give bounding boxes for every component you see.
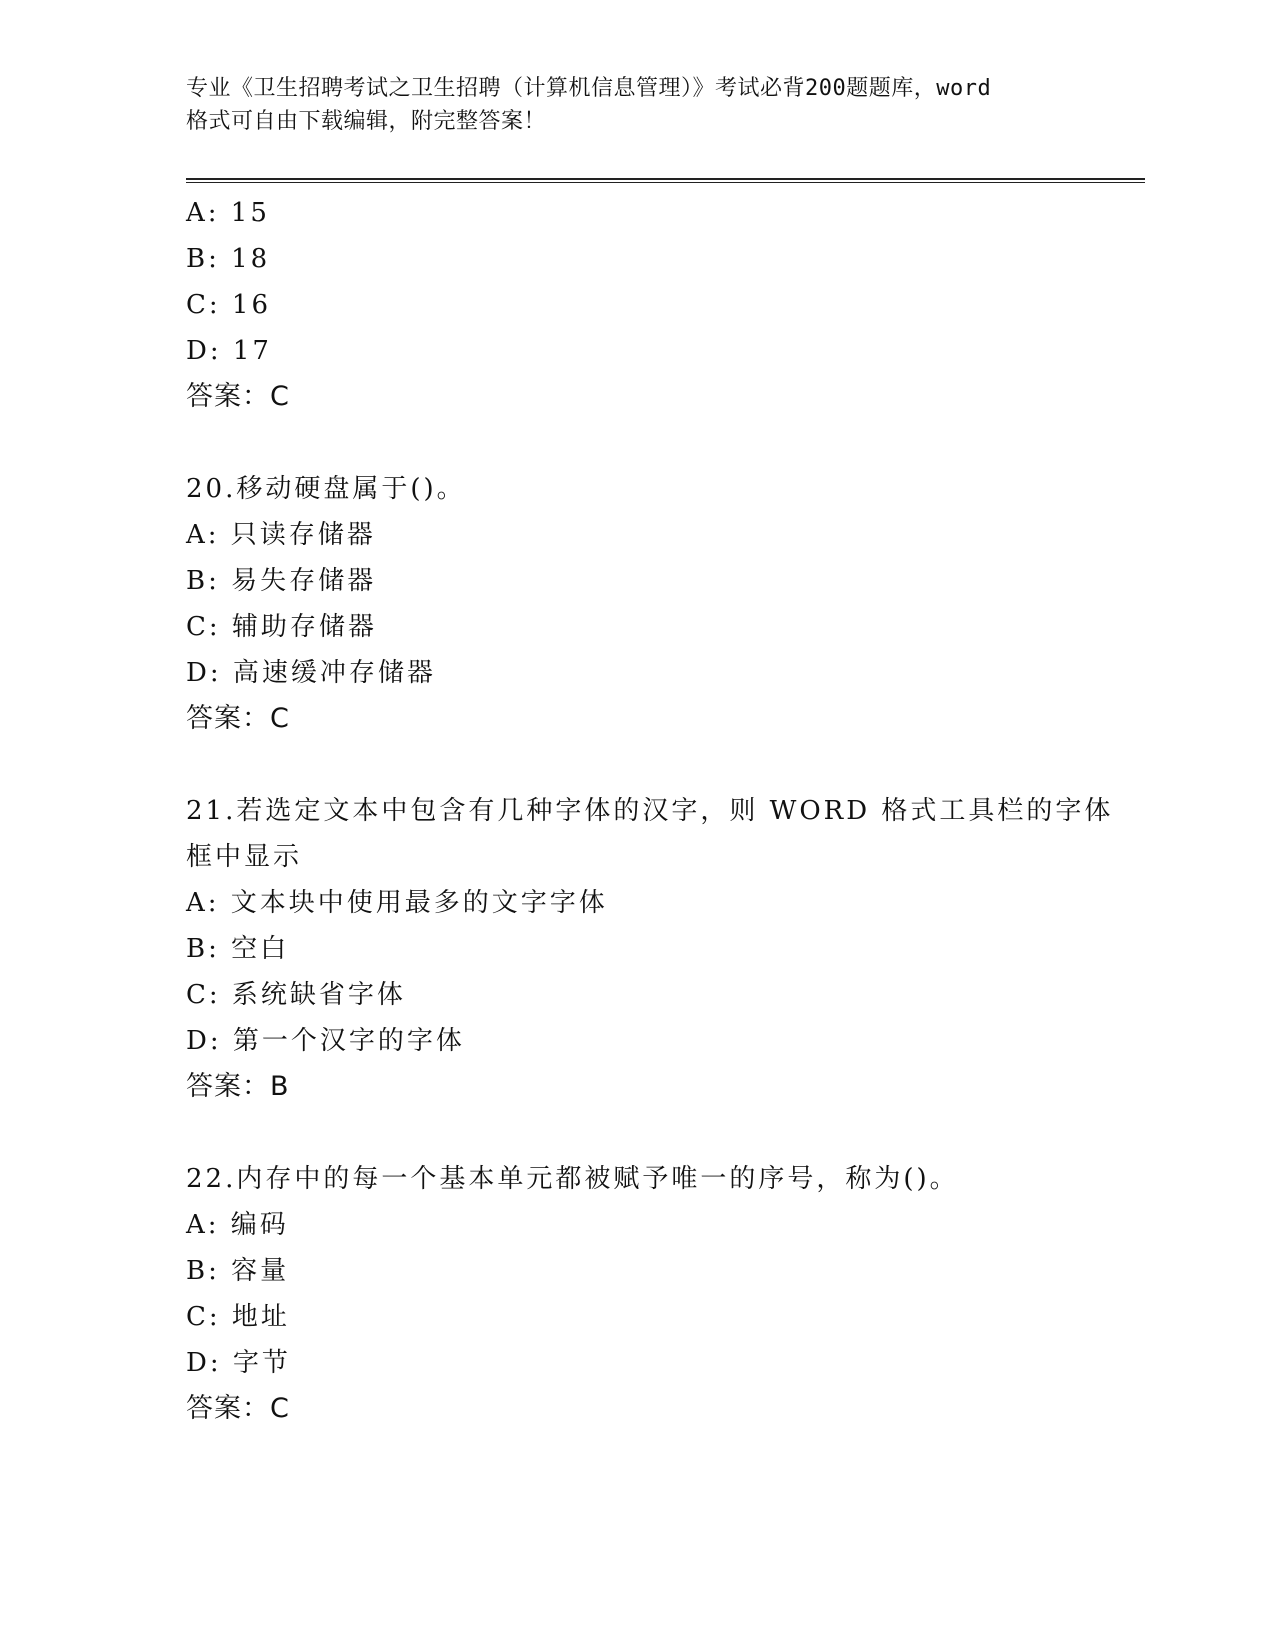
question-block-21: [186, 788, 1146, 1110]
answer: 答案：C: [186, 703, 290, 734]
option-a: A: 编码: [186, 1210, 289, 1240]
spacer: [186, 742, 1146, 788]
option-d: D: 第一个汉字的字体: [186, 1026, 465, 1056]
spacer: [186, 420, 1146, 466]
option-a: A: 只读存储器: [186, 520, 376, 550]
question-list: [186, 190, 1146, 1432]
question-block-prev: [186, 190, 1146, 420]
header-rule-thin: [186, 182, 1145, 183]
answer: 答案：B: [186, 1071, 290, 1102]
question-block-22: [186, 1156, 1146, 1432]
document-header: [186, 72, 1086, 138]
option-c: C: 系统缺省字体: [186, 980, 406, 1010]
option-c: C: 16: [186, 290, 272, 320]
header-rule-thick: [186, 178, 1145, 180]
option-b: B: 空白: [186, 934, 290, 964]
option-b: B: 容量: [186, 1256, 290, 1286]
answer: 答案：C: [186, 1393, 290, 1424]
question-title: 22.内存中的每一个基本单元都被赋予唯一的序号，称为()。: [186, 1164, 959, 1194]
header-line-1: 专业《卫生招聘考试之卫生招聘（计算机信息管理）》考试必背200题题库，word: [186, 76, 992, 101]
spacer: [186, 1110, 1146, 1156]
answer: 答案：C: [186, 381, 290, 412]
option-c: C: 地址: [186, 1302, 290, 1332]
option-b: B: 18: [186, 244, 271, 274]
option-d: D: 字节: [186, 1348, 291, 1378]
question-title-line-2: 框中显示: [186, 842, 303, 872]
option-a: A: 15: [186, 198, 270, 228]
header-line-2: 格式可自由下载编辑，附完整答案！: [186, 109, 547, 134]
option-c: C: 辅助存储器: [186, 612, 377, 642]
option-a: A: 文本块中使用最多的文字字体: [186, 888, 608, 918]
question-block-20: [186, 466, 1146, 742]
option-b: B: 易失存储器: [186, 566, 377, 596]
question-title: 20.移动硬盘属于()。: [186, 474, 466, 504]
option-d: D: 高速缓冲存储器: [186, 658, 436, 688]
question-title-line-1: 21.若选定文本中包含有几种字体的汉字，则 WORD 格式工具栏的字体: [186, 796, 1114, 826]
option-d: D: 17: [186, 336, 272, 366]
